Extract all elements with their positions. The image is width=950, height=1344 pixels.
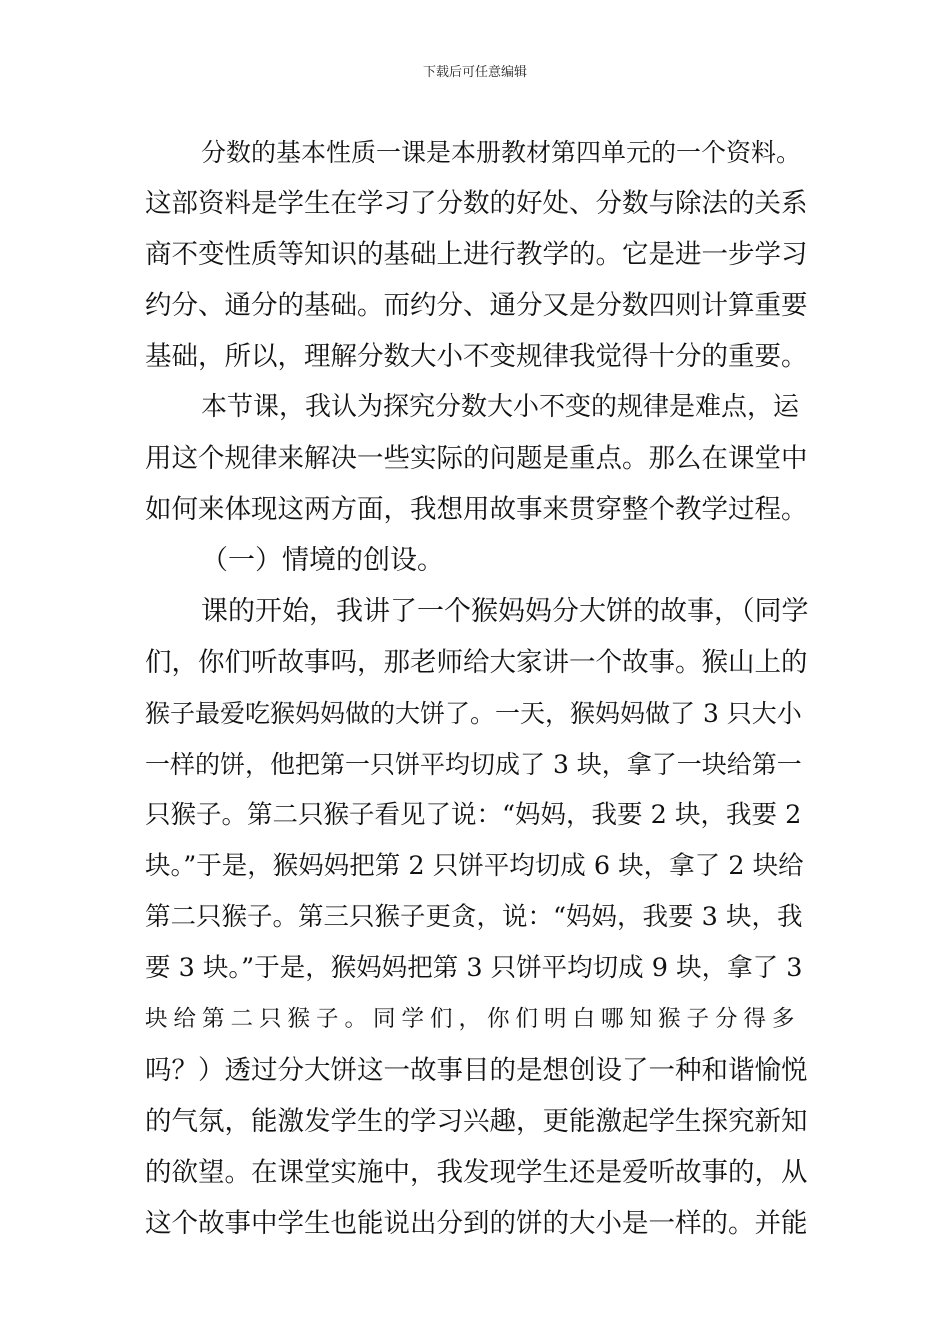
text-line: 的欲望。在课堂实施中，我发现学生还是爱听故事的，从 <box>145 1157 808 1188</box>
text-line: 分数的基本性质一课是本册教材第四单元的一个资料。 <box>201 138 802 167</box>
text-line: 只猴子。第二只猴子看见了说：“妈妈，我要 2 块，我要 2 <box>145 800 802 830</box>
text-line: 吗？）透过分大饼这一故事目的是想创设了一种和谐愉悦 <box>145 1055 808 1086</box>
page-header: 下载后可任意编辑 <box>422 65 527 80</box>
text-line: 本节课，我认为探究分数大小不变的规律是难点，运 <box>201 392 800 422</box>
text-line: 课的开始，我讲了一个猴妈妈分大饼的故事，（同学 <box>201 596 809 627</box>
text-line: 们，你们听故事吗，那老师给大家讲一个故事。猴山上的 <box>145 647 808 678</box>
document-body <box>145 127 810 1249</box>
text-line: 用这个规律来解决一些实际的问题是重点。那么在课堂中 <box>145 443 808 474</box>
text-line: 如何来体现这两方面，我想用故事来贯穿整个教学过程。 <box>145 494 808 525</box>
section-heading: （一）情境的创设。 <box>201 545 444 576</box>
text-line: 猴子最爱吃猴妈妈做的大饼了。一天，猴妈妈做了 3 只大小 <box>145 699 802 728</box>
text-line: 这个故事中学生也能说出分到的饼的大小是一样的。并能 <box>145 1208 808 1239</box>
text-line: 的气氛，能激发学生的学习兴趣，更能激起学生探究新知 <box>145 1106 808 1137</box>
text-line: 块给第二只猴子。同学们，你们明白哪知猴子分得多 <box>145 1006 801 1032</box>
text-line: 一样的饼，他把第一只饼平均切成了 3 块，拿了一块给第一 <box>145 750 802 779</box>
text-line: 块。”于是，猴妈妈把第 2 只饼平均切成 6 块，拿了 2 块给 <box>145 851 804 881</box>
text-line: 约分、通分的基础。而约分、通分又是分数四则计算重要 <box>145 290 808 321</box>
text-line: 基础，所以，理解分数大小不变规律我觉得十分的重要。 <box>145 341 808 372</box>
text-line: 要 3 块。”于是，猴妈妈把第 3 只饼平均切成 9 块，拿了 3 <box>145 953 803 983</box>
text-line: 这部资料是学生在学习了分数的好处、分数与除法的关系 <box>145 188 808 219</box>
text-line: 商不变性质等知识的基础上进行教学的。它是进一步学习 <box>145 239 808 270</box>
text-line: 第二只猴子。第三只猴子更贪，说：“妈妈，我要 3 块，我 <box>145 902 803 932</box>
